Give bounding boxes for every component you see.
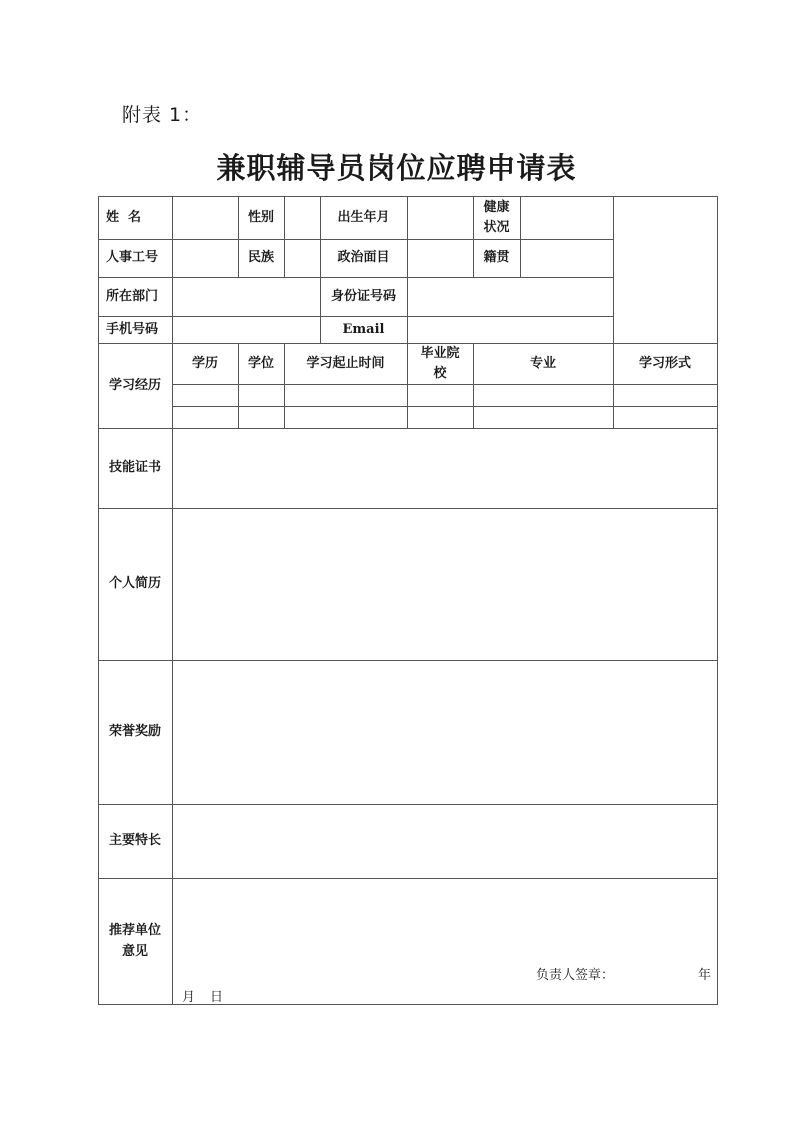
education-column-study-mode: 学习形式	[638, 355, 691, 371]
education-column-degree-level: 学历	[191, 355, 218, 371]
honors-awards-label: 荣誉奖励	[108, 724, 161, 740]
grid-line	[172, 406, 718, 407]
grid-line	[717, 196, 718, 1005]
grid-line	[172, 196, 173, 1005]
annex-label: 附表 1：	[122, 104, 203, 126]
skills-certificates-label: 技能证书	[108, 460, 161, 476]
grid-line	[98, 428, 718, 429]
day-label: 日	[210, 990, 224, 1005]
form-title: 兼职辅导员岗位应聘申请表	[216, 151, 577, 185]
grid-line	[98, 508, 718, 509]
education-column-major: 专业	[529, 355, 556, 371]
year-label: 年	[698, 968, 712, 983]
grid-line	[172, 384, 718, 385]
main-specialty-label: 主要特长	[108, 833, 161, 849]
education-section-label: 学习经历	[108, 377, 161, 393]
recommendation-label: 推荐单位 意见	[108, 923, 161, 959]
id-number-label: 身份证号码	[330, 288, 396, 304]
grid-line	[284, 196, 285, 278]
grid-line	[520, 196, 521, 278]
gender-label: 性别	[247, 209, 274, 225]
education-column-period: 学习起止时间	[306, 355, 385, 371]
grid-line	[407, 196, 408, 429]
name-label: 姓 名	[106, 209, 142, 225]
staff-id-label: 人事工号	[106, 250, 159, 266]
ethnicity-label: 民族	[247, 250, 274, 266]
signer-label: 负责人签章：	[536, 968, 615, 983]
phone-label: 手机号码	[106, 321, 159, 337]
native-place-label: 籍贯	[483, 250, 510, 266]
grid-line	[98, 196, 718, 197]
grid-line	[98, 804, 718, 805]
grid-line	[98, 660, 718, 661]
birth-date-label: 出生年月	[337, 209, 390, 225]
education-column-school: 毕业院 校	[420, 345, 460, 381]
personal-resume-label: 个人简历	[108, 576, 161, 592]
education-column-degree: 学位	[247, 355, 274, 371]
health-status-label: 健康 状况	[483, 199, 510, 235]
department-label: 所在部门	[106, 288, 159, 304]
political-status-label: 政治面目	[337, 250, 390, 266]
email-label: Email	[342, 321, 385, 337]
month-label: 月	[182, 990, 196, 1005]
grid-line	[613, 196, 614, 429]
grid-line	[98, 878, 718, 879]
